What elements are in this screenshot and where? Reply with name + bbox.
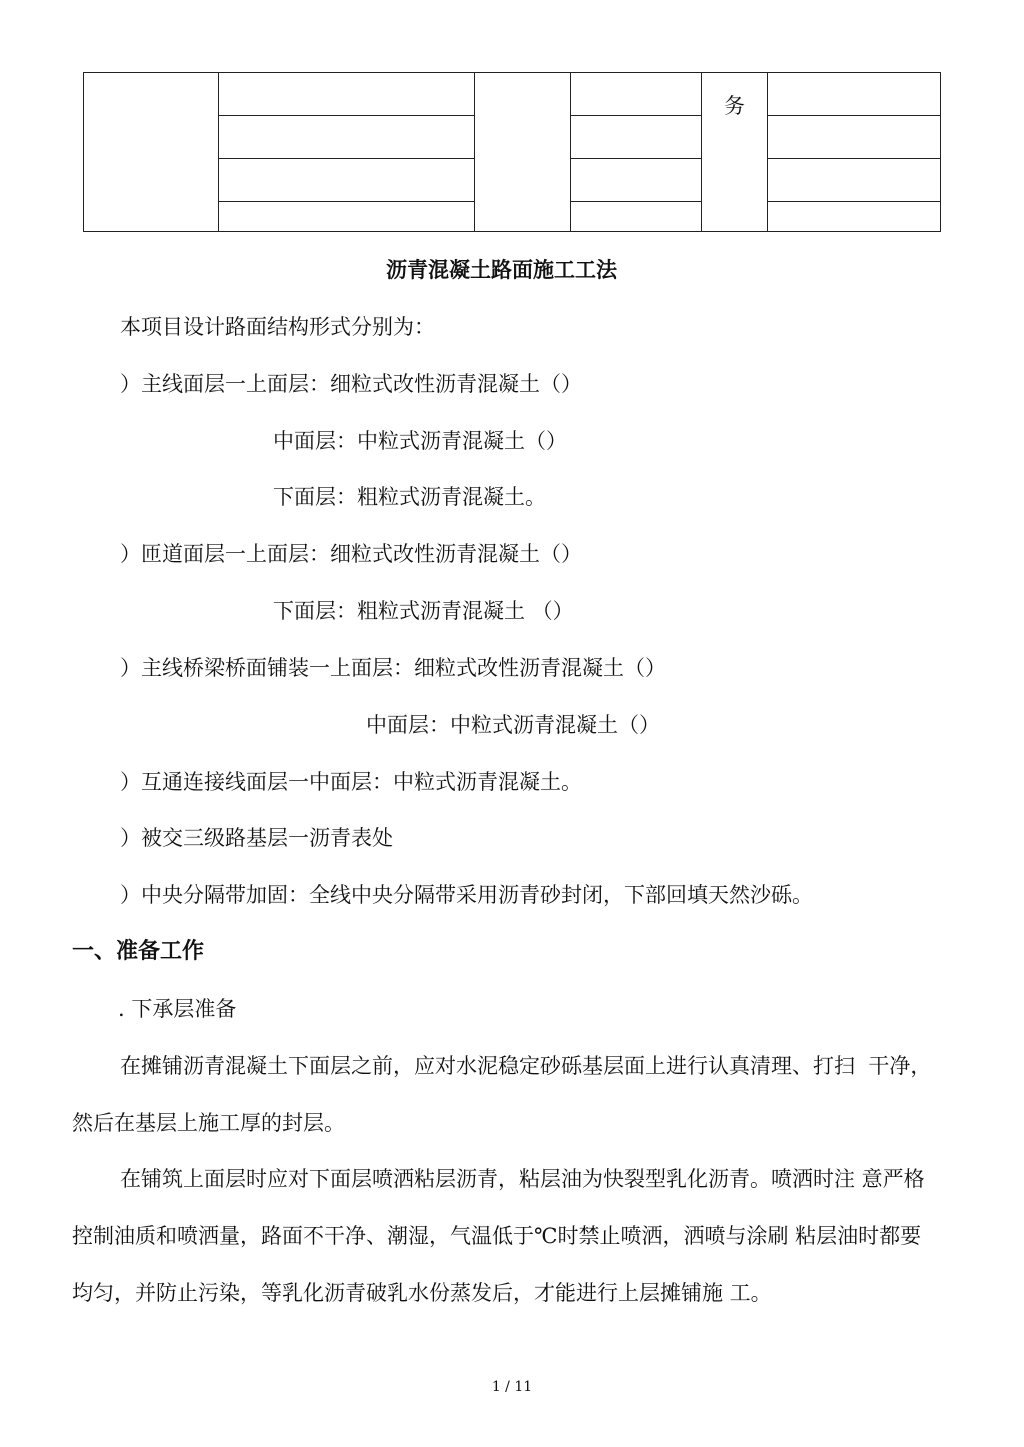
document-title: 沥青混凝土路面施工工法 bbox=[386, 257, 617, 282]
structure-line: ）中央分隔带加固：全线中央分隔带采用沥青砂封闭，下部回填天然沙砾。 bbox=[120, 883, 813, 907]
paragraph-line: 控制油质和喷洒量，路面不干净、潮湿，气温低于℃时禁止喷洒，洒喷与涂刷 粘层油时都要 bbox=[72, 1224, 922, 1248]
structure-line: 下面层：粗粒式沥青混凝土。 bbox=[273, 485, 546, 509]
structure-line: ）主线桥梁桥面铺装一上面层：细粒式改性沥青混凝土（） bbox=[120, 656, 666, 680]
structure-line: ）互通连接线面层一中面层：中粒式沥青混凝土。 bbox=[120, 770, 582, 794]
table-rule bbox=[767, 201, 941, 202]
table-rule bbox=[570, 158, 702, 159]
page-number: 1 / 11 bbox=[491, 1379, 533, 1395]
header-table bbox=[83, 72, 941, 232]
table-divider bbox=[474, 72, 475, 232]
structure-line: 中面层：中粒式沥青混凝土（） bbox=[366, 713, 660, 737]
paragraph-line: 均匀，并防止污染，等乳化沥青破乳水份蒸发后，才能进行上层摊铺施 工。 bbox=[72, 1281, 772, 1305]
section-heading: 一、准备工作 bbox=[72, 938, 205, 964]
table-rule bbox=[218, 115, 475, 116]
table-frame bbox=[83, 72, 941, 232]
table-rule bbox=[570, 201, 702, 202]
table-divider bbox=[570, 72, 571, 232]
structure-line: 中面层：中粒式沥青混凝土（） bbox=[273, 429, 567, 453]
table-rule bbox=[570, 115, 702, 116]
structure-line: ）被交三级路基层一沥青表处 bbox=[120, 826, 393, 850]
table-divider bbox=[701, 72, 702, 232]
subsection-heading: . 下承层准备 bbox=[118, 997, 237, 1021]
table-divider bbox=[218, 72, 219, 232]
intro-line: 本项目设计路面结构形式分别为： bbox=[120, 315, 435, 339]
structure-line: 下面层：粗粒式沥青混凝土 （） bbox=[273, 599, 574, 623]
paragraph-line: 在铺筑上面层时应对下面层喷洒粘层沥青，粘层油为快裂型乳化沥青。喷洒时注 意严格 bbox=[120, 1167, 925, 1191]
paragraph-line: 然后在基层上施工厚的封层。 bbox=[72, 1111, 345, 1135]
table-divider bbox=[767, 72, 768, 232]
table-rule bbox=[218, 201, 475, 202]
table-rule bbox=[767, 158, 941, 159]
table-rule bbox=[218, 158, 475, 159]
table-rule bbox=[767, 115, 941, 116]
paragraph-line: 在摊铺沥青混凝土下面层之前，应对水泥稳定砂砾基层面上进行认真清理、打扫 干净， bbox=[120, 1054, 932, 1078]
table-cell-text: 务 bbox=[724, 94, 745, 118]
structure-line: ）主线面层一上面层：细粒式改性沥青混凝土（） bbox=[120, 372, 582, 396]
structure-line: ）匝道面层一上面层：细粒式改性沥青混凝土（） bbox=[120, 542, 582, 566]
